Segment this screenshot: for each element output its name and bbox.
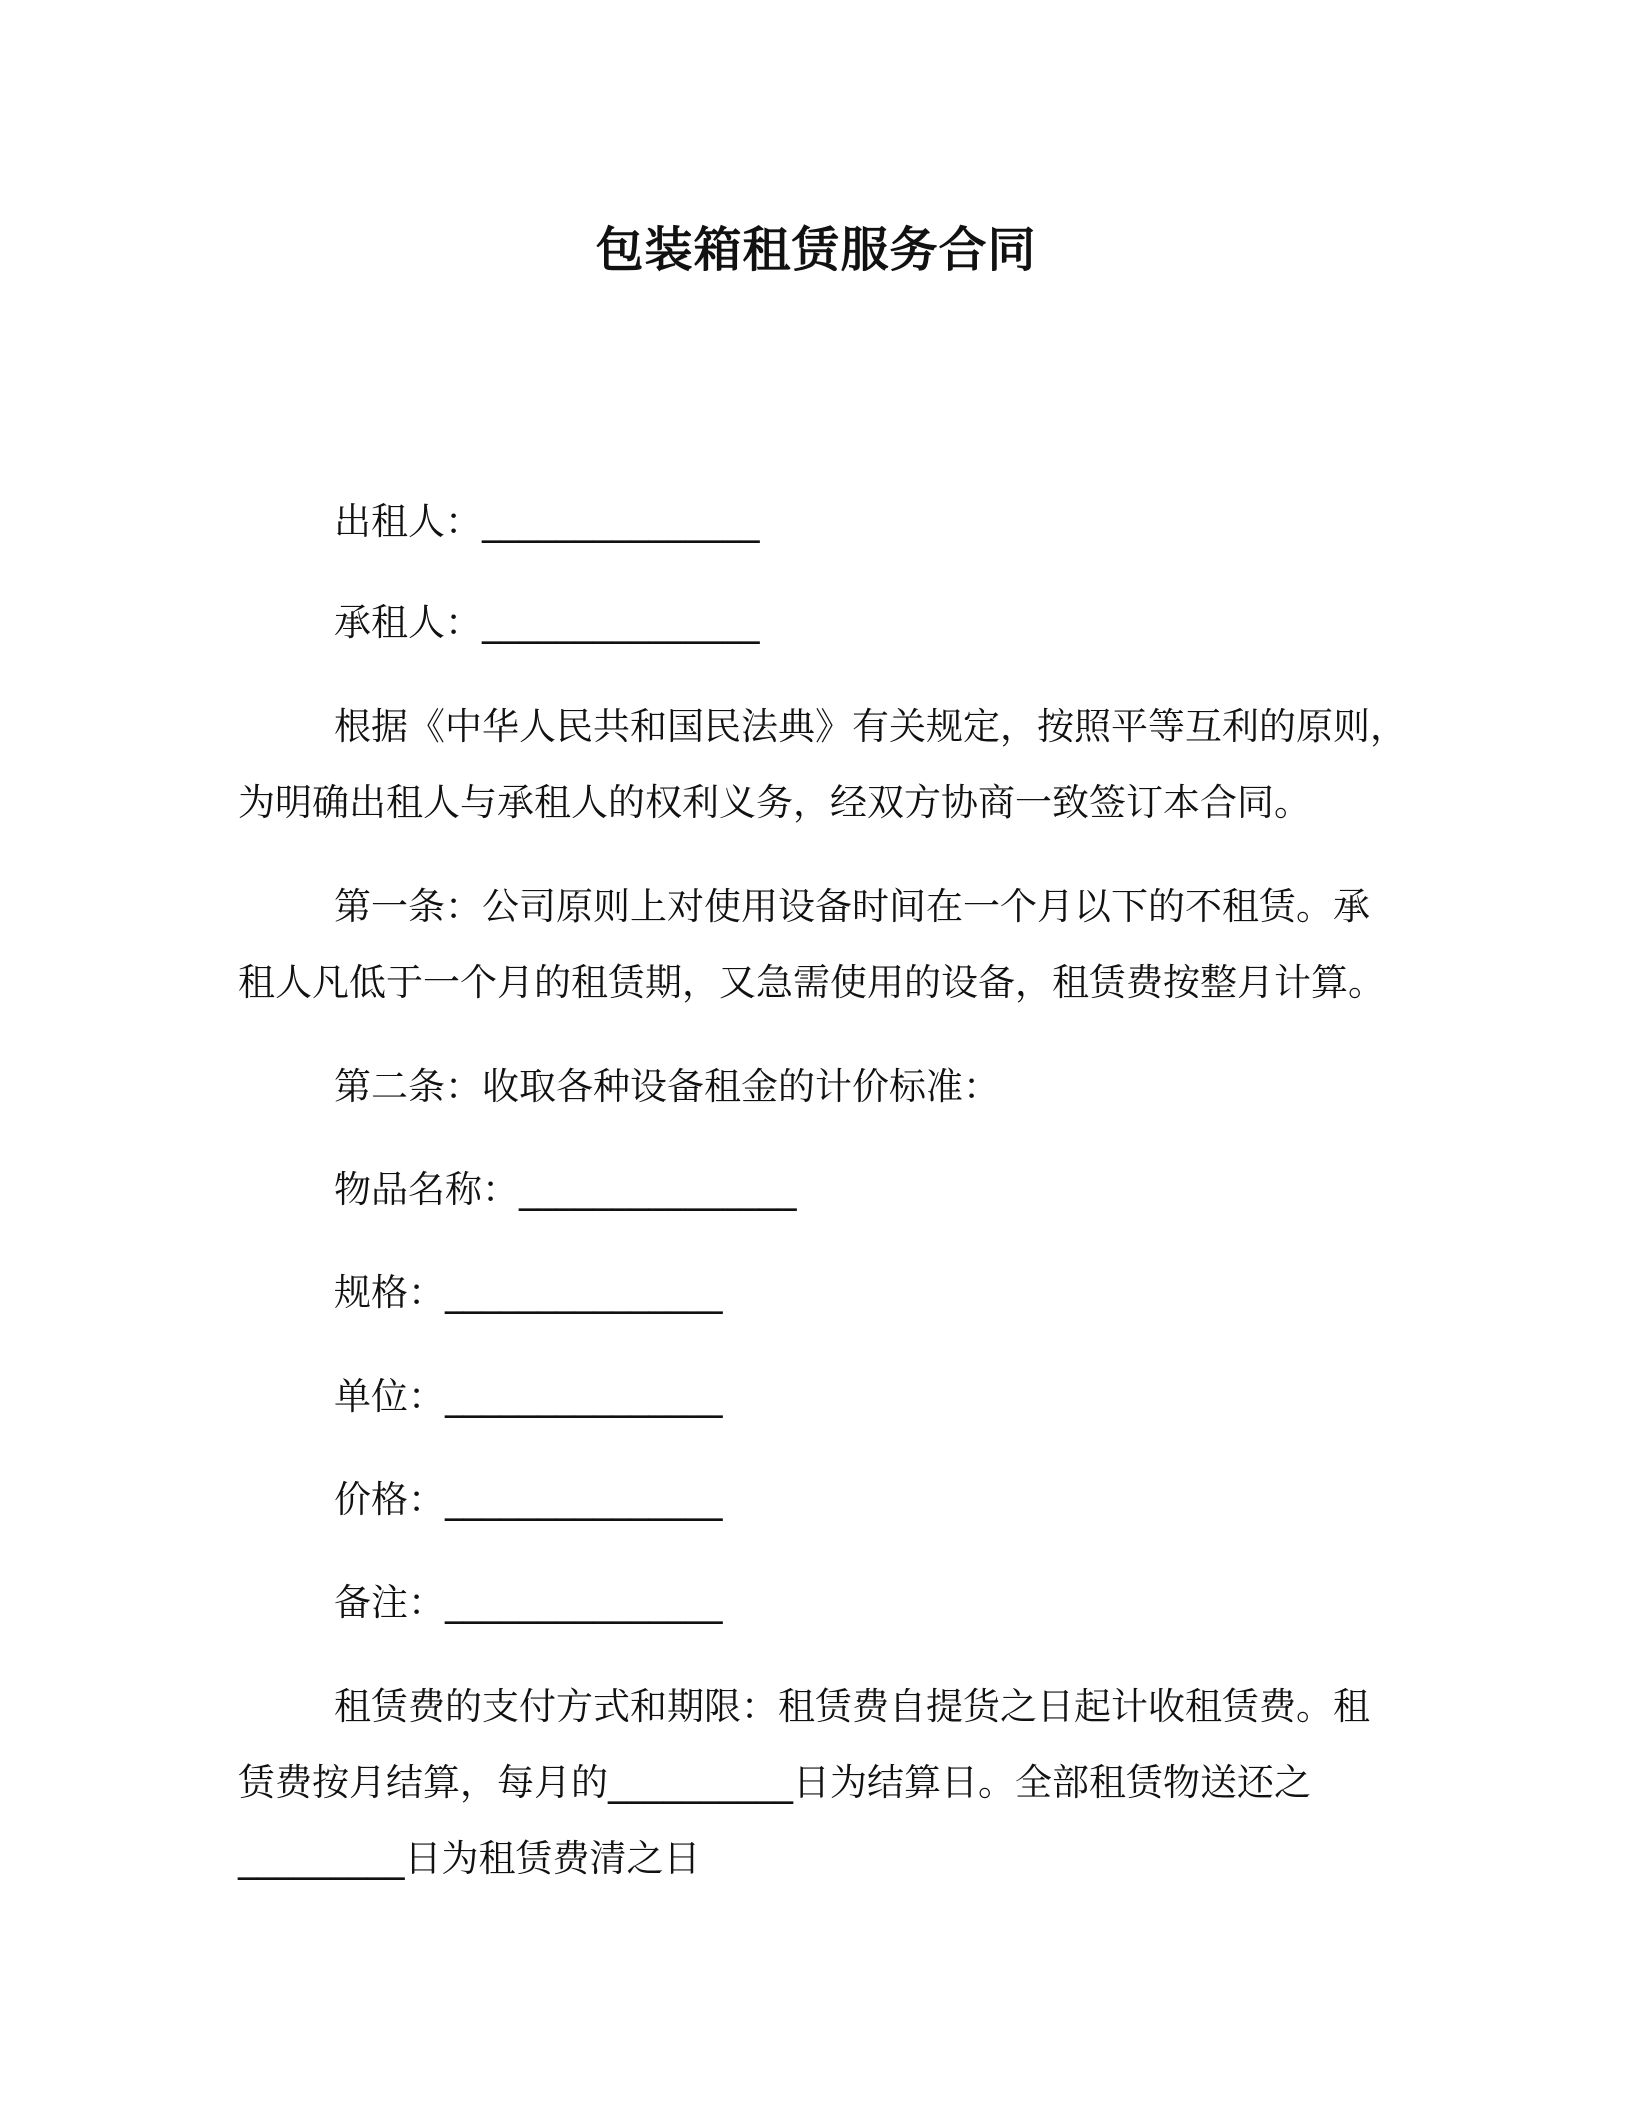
preamble-line-1: 根据《中华人民共和国民法典》有关规定，按照平等互利的原则， (334, 705, 1407, 748)
article-1-line-2: 租人凡低于一个月的租赁期，又急需使用的设备，租赁费按整月计算。 (238, 961, 1385, 1004)
lessee-field: 承租人：_______________ (334, 601, 760, 644)
article-2-heading: 第二条：收取各种设备租金的计价标准： (334, 1065, 1000, 1108)
lessor-field: 出租人：_______________ (334, 500, 760, 543)
payment-line-2: 赁费按月结算，每月的__________日为结算日。全部租赁物送还之 (238, 1761, 1311, 1804)
unit-field: 单位：_______________ (334, 1375, 723, 1418)
document-title: 包装箱租赁服务合同 (595, 222, 1037, 278)
item-name-field: 物品名称：_______________ (334, 1168, 797, 1211)
article-1-line-1: 第一条：公司原则上对使用设备时间在一个月以下的不租赁。承 (334, 885, 1370, 928)
preamble-line-2: 为明确出租人与承租人的权利义务，经双方协商一致签订本合同。 (238, 781, 1311, 824)
remark-field: 备注：_______________ (334, 1581, 723, 1624)
payment-line-1: 租赁费的支付方式和期限：租赁费自提货之日起计收租赁费。租 (334, 1685, 1370, 1728)
price-field: 价格：_______________ (334, 1478, 723, 1521)
payment-line-3: _________日为租赁费清之日 (238, 1837, 701, 1880)
spec-field: 规格：_______________ (334, 1271, 723, 1314)
